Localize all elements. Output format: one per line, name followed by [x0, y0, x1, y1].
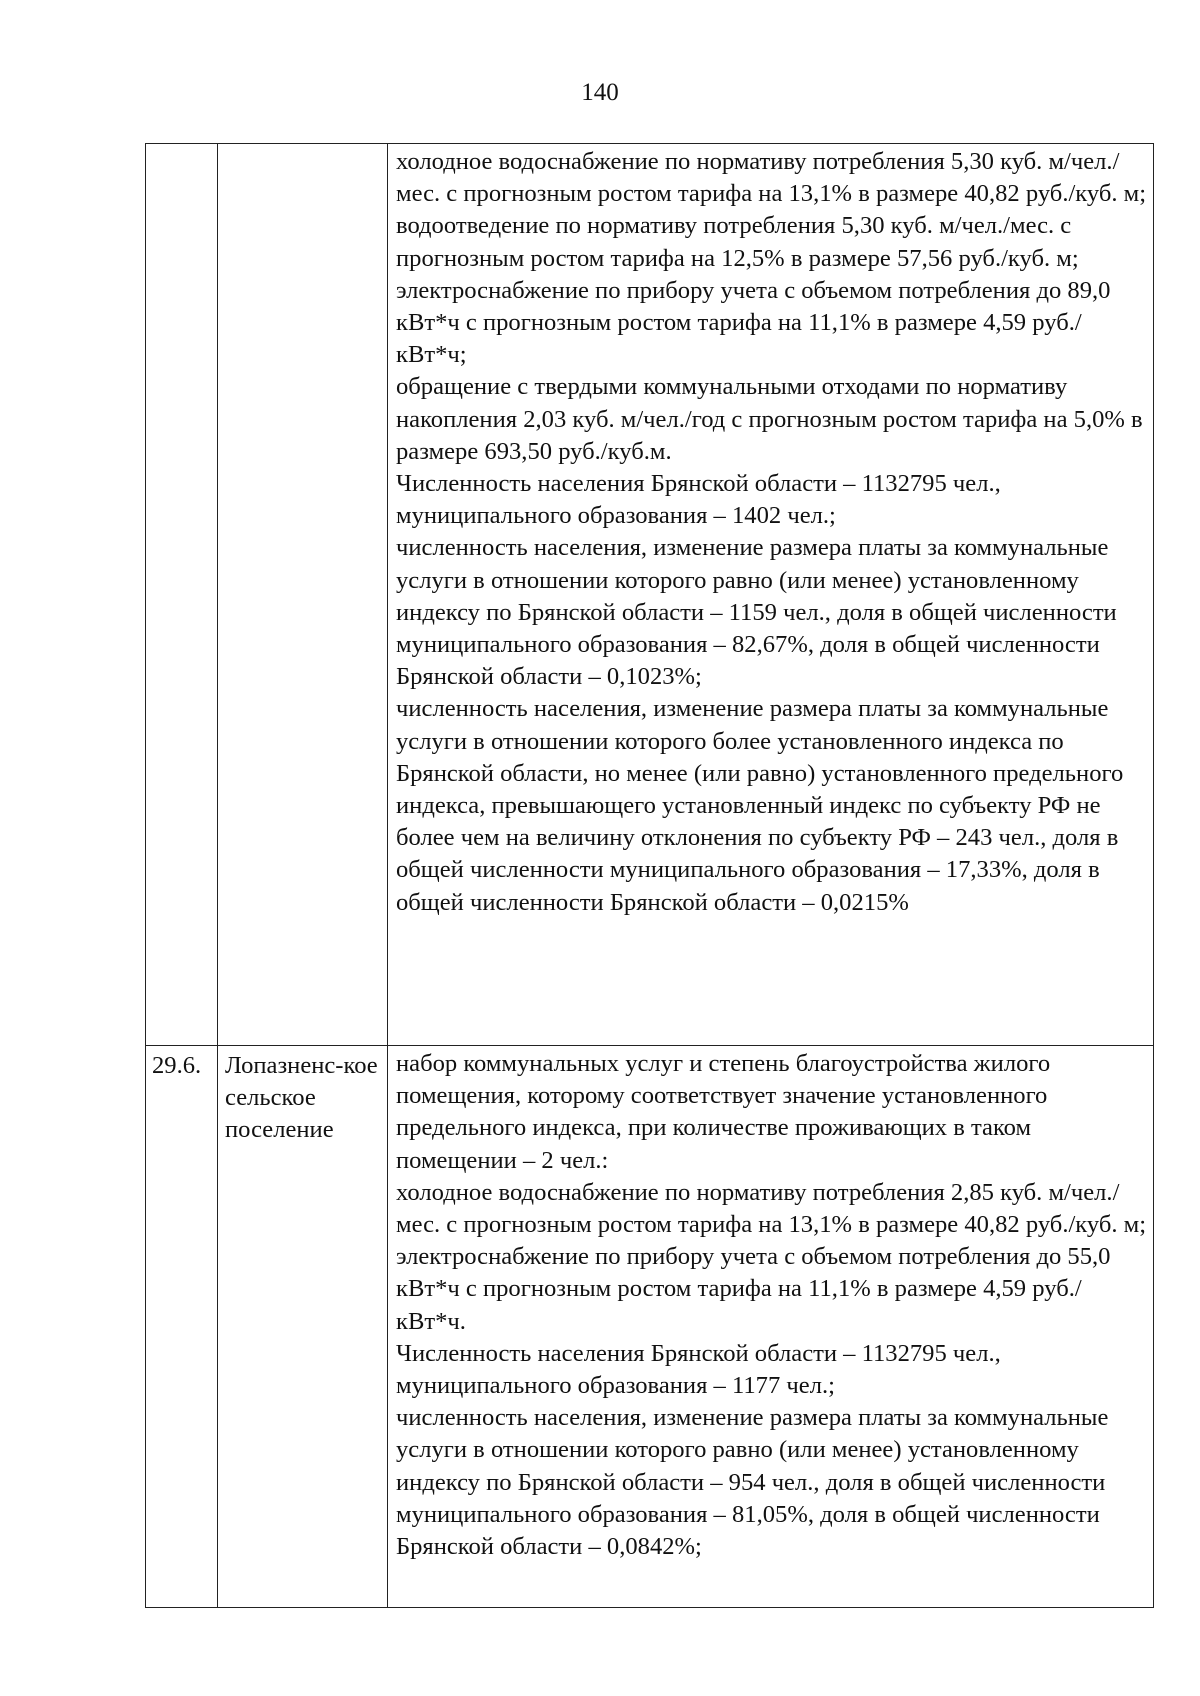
document-table: [145, 143, 1154, 1608]
paragraph: холодное водоснабжение по нормативу потребления 5,30 куб. м/чел./мес. с прогнозным ростом тарифа на 13,1% в размере 40,82 руб./куб. м;: [396, 148, 1147, 208]
table-row: [146, 144, 1154, 1046]
paragraph: Численность населения Брянской области – 1132795 чел., муниципального образования – 1402 чел.;: [396, 470, 1001, 530]
page-number: 140: [581, 79, 619, 106]
paragraph: водоотведение по нормативу потребления 5,30 куб. м/чел./мес. с прогнозным ростом тарифа на 12,5% в размере 57,56 руб./куб. м;: [396, 212, 1079, 272]
row-number-cell: [146, 144, 218, 1046]
paragraph: холодное водоснабжение по нормативу потребления 2,85 куб. м/чел./мес. с прогнозным ростом тарифа на 13,1% в размере 40,82 руб./куб. м;: [396, 1178, 1147, 1239]
paragraph: численность населения, изменение размера платы за коммунальные услуги в отношении которого равно (или менее) установленному индексу по Брянской области – 954 чел., доля в общей численности муниципального образования – 81,05%, доля в общей численности Брянской области – 0,0842%;: [396, 1404, 1109, 1561]
paragraph: Численность населения Брянской области – 1132795 чел., муниципального образования – 1177 чел.;: [396, 1339, 1001, 1400]
description-cell: [388, 1046, 1154, 1608]
paragraph: электроснабжение по прибору учета с объемом потребления до 55,0 кВт*ч с прогнозным ростом тарифа на 11,1% в размере 4,59 руб./кВт*ч.: [396, 1243, 1111, 1335]
paragraph: численность населения, изменение размера платы за коммунальные услуги в отношении которого более установленного индекса по Брянской области, но менее (или равно) установленного предельного индекса, превышающего установленный индекс по субъекту РФ не более чем на величину отклонения по субъекту РФ – 243 чел., доля в общей численности муниципального образования – 17,33%, доля в общей численности Брянской области – 0,0215%: [396, 695, 1124, 916]
paragraph: набор коммунальных услуг и степень благоустройства жилого помещения, которому соответствует значение установленного предельного индекса, при количестве проживающих в таком помещении – 2 чел.:: [396, 1050, 1051, 1174]
row-number-cell: 29.6.: [146, 1046, 218, 1608]
table-row: [146, 1046, 1154, 1608]
paragraph: численность населения, изменение размера платы за коммунальные услуги в отношении которого равно (или менее) установленному индексу по Брянской области – 1159 чел., доля в общей численности муниципального образования – 82,67%, доля в общей численности Брянской области – 0,1023%;: [396, 534, 1117, 691]
paragraph: обращение с твердыми коммунальными отходами по нормативу накопления 2,03 куб. м/чел./год с прогнозным ростом тарифа на 5,0% в размере 693,50 руб./куб.м.: [396, 373, 1143, 465]
description-cell: [388, 144, 1154, 1046]
municipality-name-cell: Лопазненс-кое сельское поселение: [218, 1046, 388, 1608]
municipality-name-cell: [218, 144, 388, 1046]
paragraph: электроснабжение по прибору учета с объемом потребления до 89,0 кВт*ч с прогнозным ростом тарифа на 11,1% в размере 4,59 руб./кВт*ч;: [396, 276, 1111, 369]
